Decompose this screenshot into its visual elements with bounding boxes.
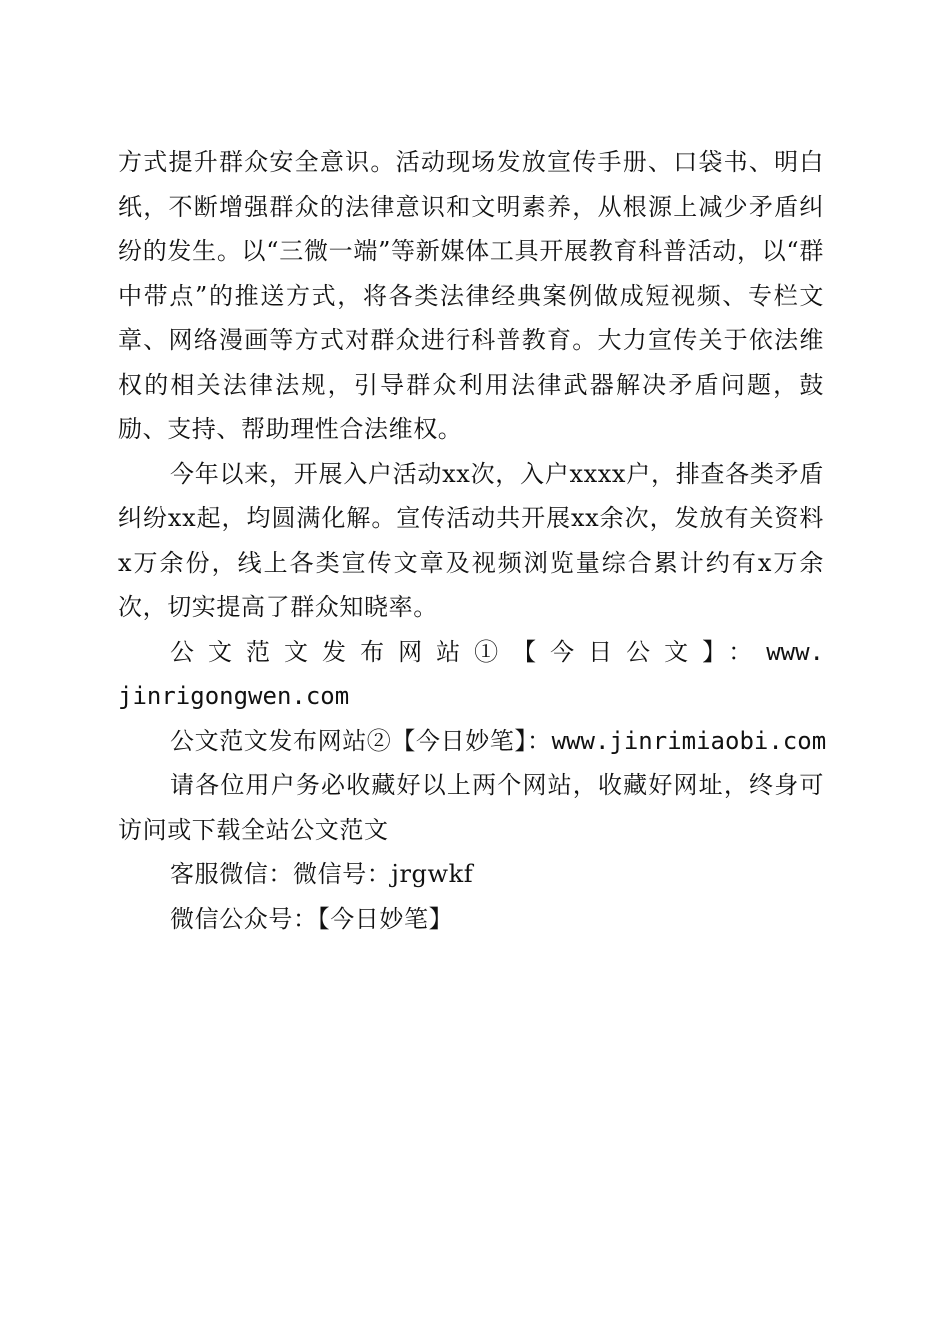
site-2-label: 公文范文发布网站②【今日妙笔】： bbox=[170, 726, 552, 755]
site-2-url: www.jinrimiaobi.com bbox=[551, 726, 827, 755]
site-1-line bbox=[118, 630, 824, 719]
notice-paragraph: 请各位用户务必收藏好以上两个网站，收藏好网址，终身可访问或下载全站公文范文 bbox=[118, 771, 824, 844]
site-1-label: 公文范文发布网站①【今日公文】： bbox=[170, 637, 767, 666]
site-2-line bbox=[118, 719, 827, 764]
document-body bbox=[118, 140, 827, 941]
paragraph-publicity: 方式提升群众安全意识。活动现场发放宣传手册、口袋书、明白纸，不断增强群众的法律意识和文明素养，从根源上减少矛盾纠纷的发生。以“三微一端”等新媒体工具开展教育科普活动，以“群中带点”的推送方式，将各类法律经典案例做成短视频、专栏文章、网络漫画等方式对群众进行科普教育。大力宣传关于依法维权的相关法律法规，引导群众利用法律武器解决矛盾问题，鼓励、支持、帮助理性合法维权。 bbox=[118, 148, 824, 443]
site-1-url: www.jinrigongwen.com bbox=[118, 637, 824, 710]
customer-service-line: 客服微信：微信号：jrgwkf bbox=[170, 860, 474, 888]
official-account-line: 微信公众号：【今日妙笔】 bbox=[170, 904, 454, 933]
paragraph-statistics: 今年以来，开展入户活动xx次，入户xxxx户，排查各类矛盾纠纷xx起，均圆满化解。宣传活动共开展xx余次，发放有关资料x万余份，线上各类宣传文章及视频浏览量综合累计约有x万余次，切实提高了群众知晓率。 bbox=[118, 459, 824, 621]
